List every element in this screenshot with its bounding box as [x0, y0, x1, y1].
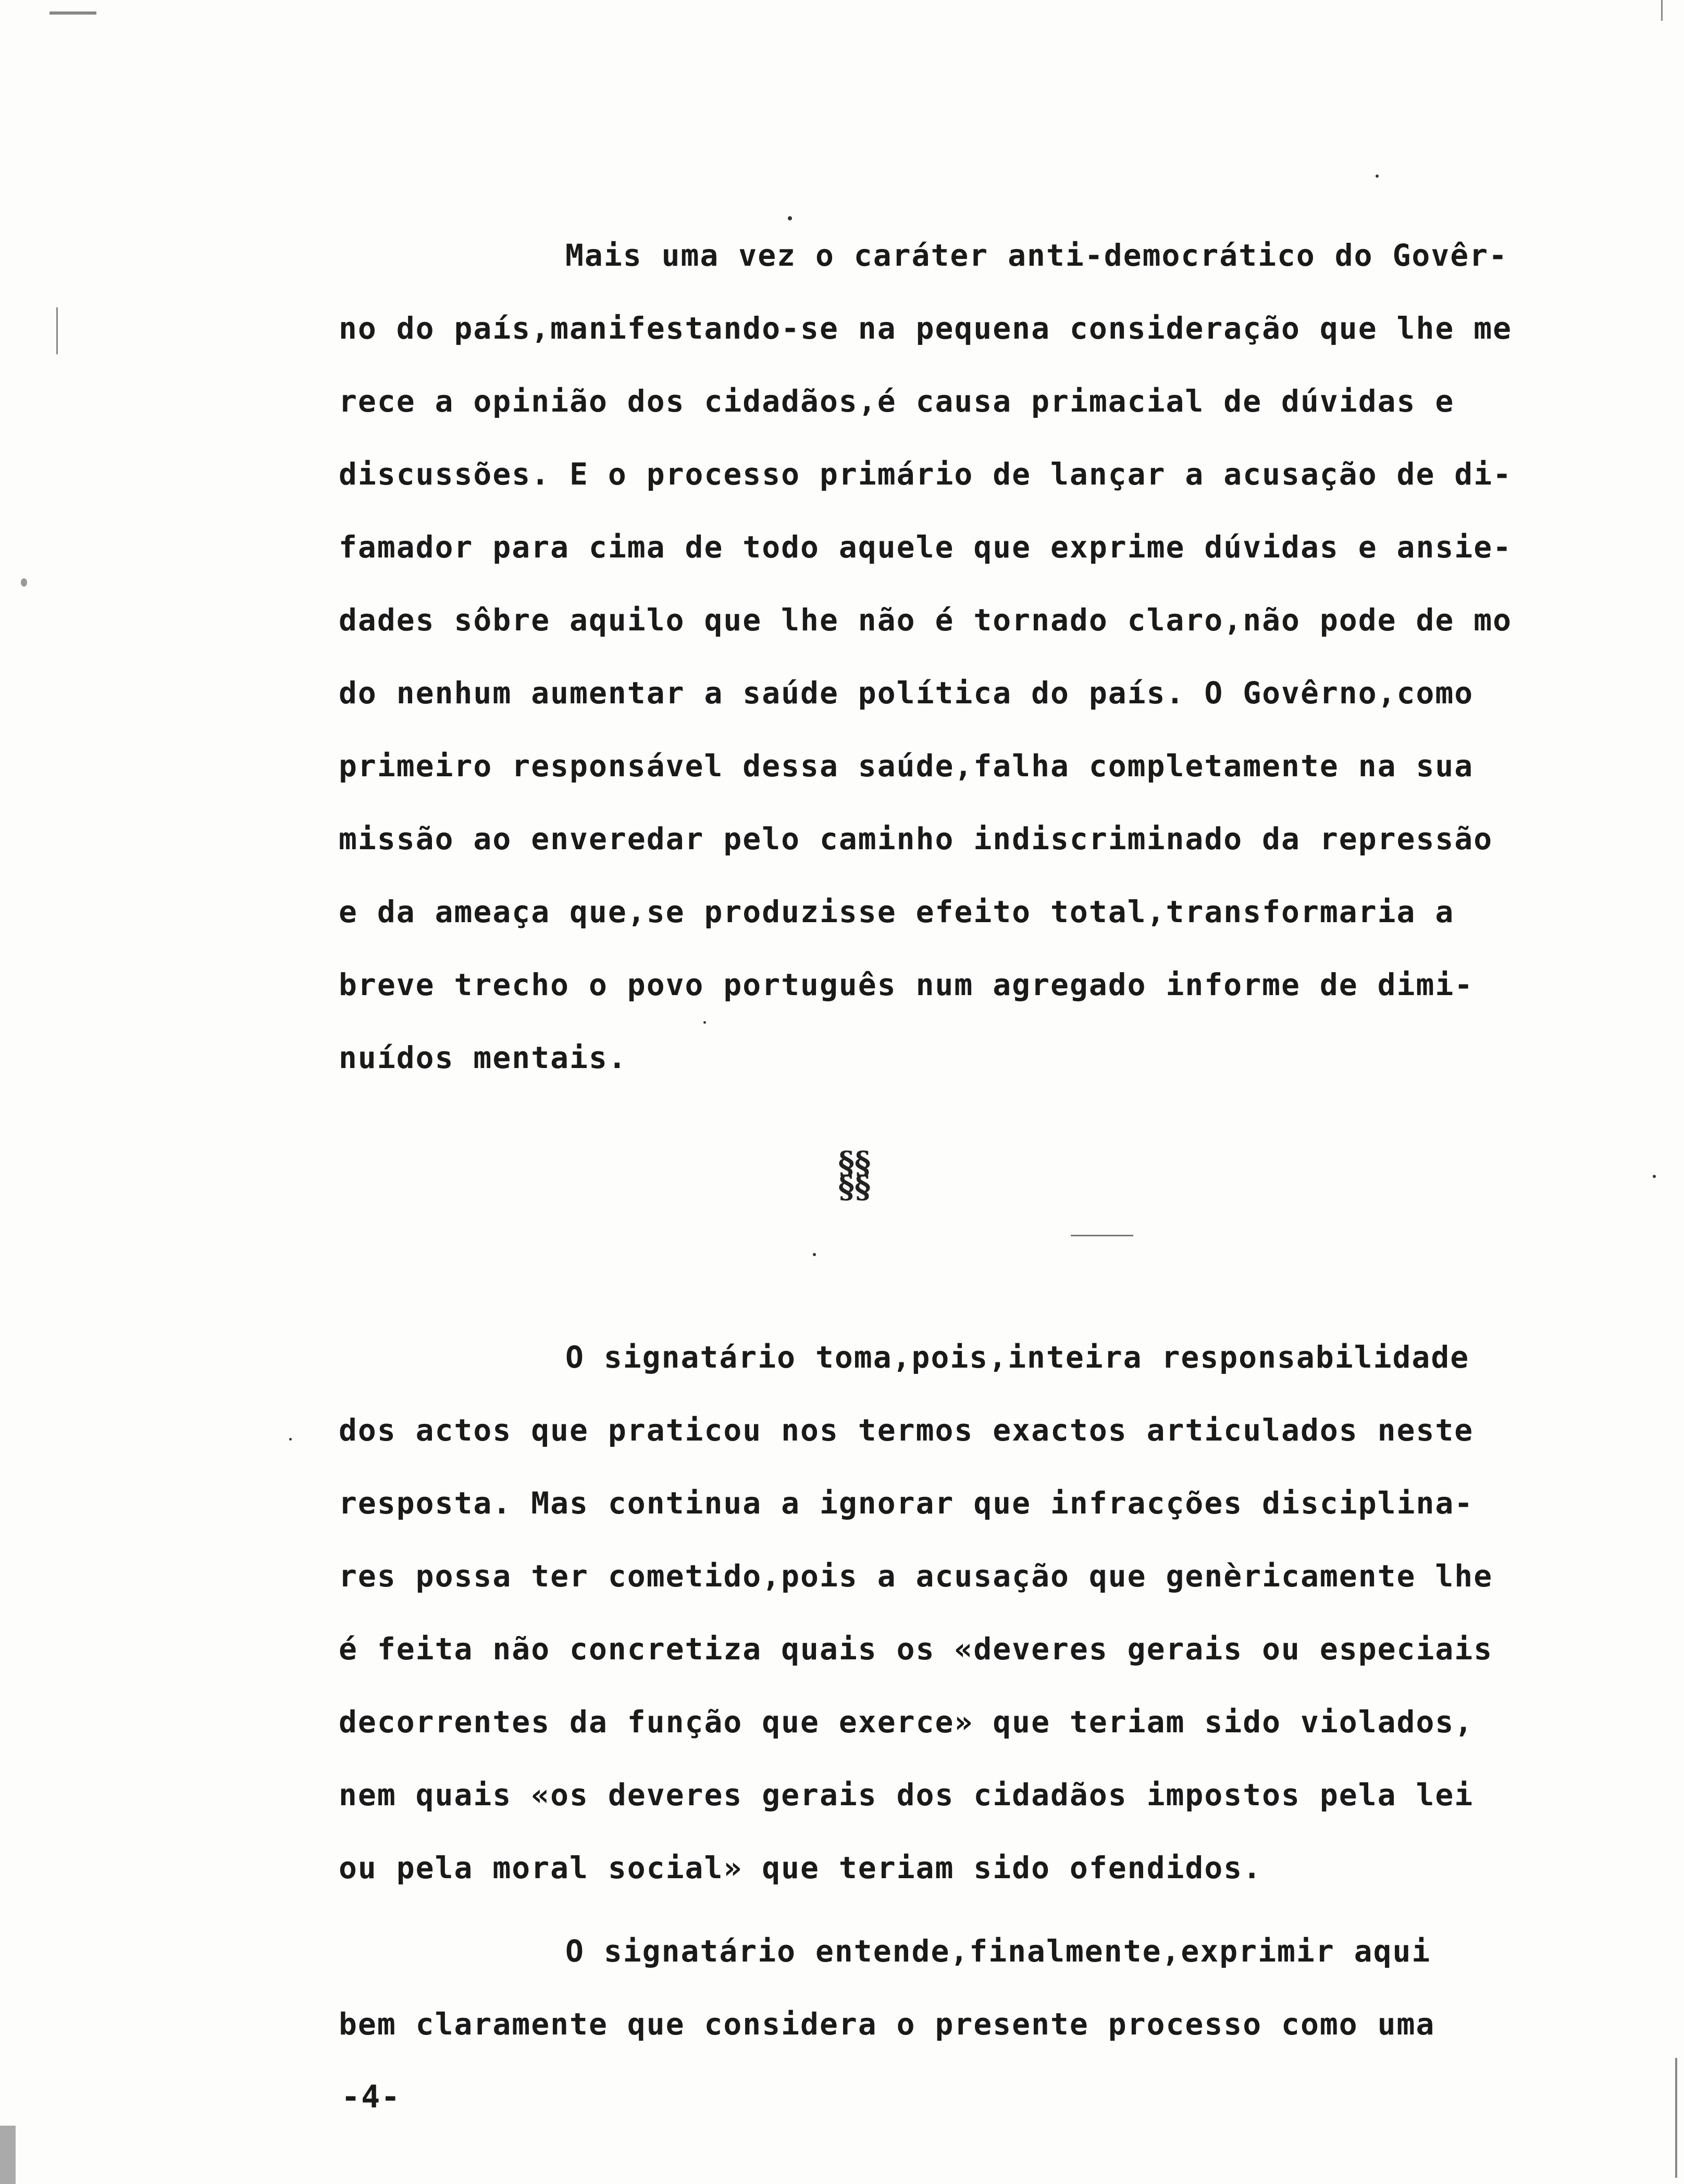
scan-artifact	[1675, 2058, 1677, 2178]
paragraph-3-line-2: bem claramente que considera o presente processo como uma	[339, 2006, 1435, 2042]
paragraph-2-line-4: res possa ter cometido,pois a acusação que genèricamente lhe	[339, 1558, 1493, 1594]
paragraph-1-line-3: rece a opinião dos cidadãos,é causa primacial de dúvidas e	[339, 383, 1455, 419]
paragraph-2-line-7: nem quais «os deveres gerais dos cidadãos impostos pela lei	[339, 1777, 1474, 1813]
paragraph-1-line-1: Mais uma vez o caráter anti-democrático do Govêr-	[565, 238, 1508, 273]
section-mark-text: §§§§	[838, 1145, 871, 1206]
paragraph-1-line-6: dades sôbre aquilo que lhe não é tornado claro,não pode de mo	[339, 602, 1513, 638]
paragraph-1-line-7: do nenhum aumentar a saúde política do país. O Govêrno,como	[339, 675, 1474, 711]
paragraph-2-line-3: resposta. Mas continua a ignorar que infracções disciplina-	[339, 1485, 1474, 1521]
paragraph-2-line-2: dos actos que praticou nos termos exactos articulados neste	[339, 1412, 1474, 1448]
paragraph-1-line-5: famador para cima de todo aquele que exprime dúvidas e ansie-	[339, 529, 1513, 565]
paragraph-1-line-8: primeiro responsável dessa saúde,falha completamente na sua	[339, 748, 1474, 784]
paragraph-2-line-8: ou pela moral social» que teriam sido ofendidos.	[339, 1850, 1262, 1885]
paragraph-1-line-11: breve trecho o povo português num agregado informe de dimi-	[339, 967, 1474, 1002]
paragraph-3-line-1: O signatário entende,finalmente,exprimir aqui	[565, 1933, 1431, 1969]
scan-speck	[703, 1021, 706, 1024]
paragraph-1-line-9: missão ao enveredar pelo caminho indiscriminado da repressão	[339, 821, 1493, 857]
page-number: -4-	[341, 2079, 401, 2115]
scan-artifact	[56, 307, 58, 354]
paragraph-1-line-2: no do país,manifestando-se na pequena consideração que lhe me	[339, 311, 1513, 346]
scan-artifact	[1661, 0, 1663, 21]
scan-artifact	[0, 2126, 16, 2184]
scan-speck	[788, 216, 792, 220]
paragraph-1-line-12: nuídos mentais.	[339, 1040, 627, 1075]
scan-speck	[1376, 175, 1379, 178]
scan-artifact	[49, 11, 96, 15]
section-mark	[823, 1145, 886, 1206]
scan-speck	[21, 578, 27, 587]
scan-speck	[1653, 1175, 1656, 1178]
paragraph-2-line-6: decorrentes da função que exerce» que teriam sido violados,	[339, 1704, 1474, 1740]
paragraph-1-line-10: e da ameaça que,se produzisse efeito total,transformaria a	[339, 894, 1455, 929]
paragraph-2-line-5: é feita não concretiza quais os «deveres gerais ou especiais	[339, 1631, 1493, 1667]
scan-speck	[1071, 1235, 1133, 1236]
paragraph-1-line-4: discussões. E o processo primário de lançar a acusação de di-	[339, 456, 1513, 492]
paragraph-2-line-1: O signatário toma,pois,inteira responsabilidade	[565, 1339, 1470, 1375]
scan-speck	[289, 1438, 292, 1441]
scan-speck	[813, 1253, 816, 1256]
